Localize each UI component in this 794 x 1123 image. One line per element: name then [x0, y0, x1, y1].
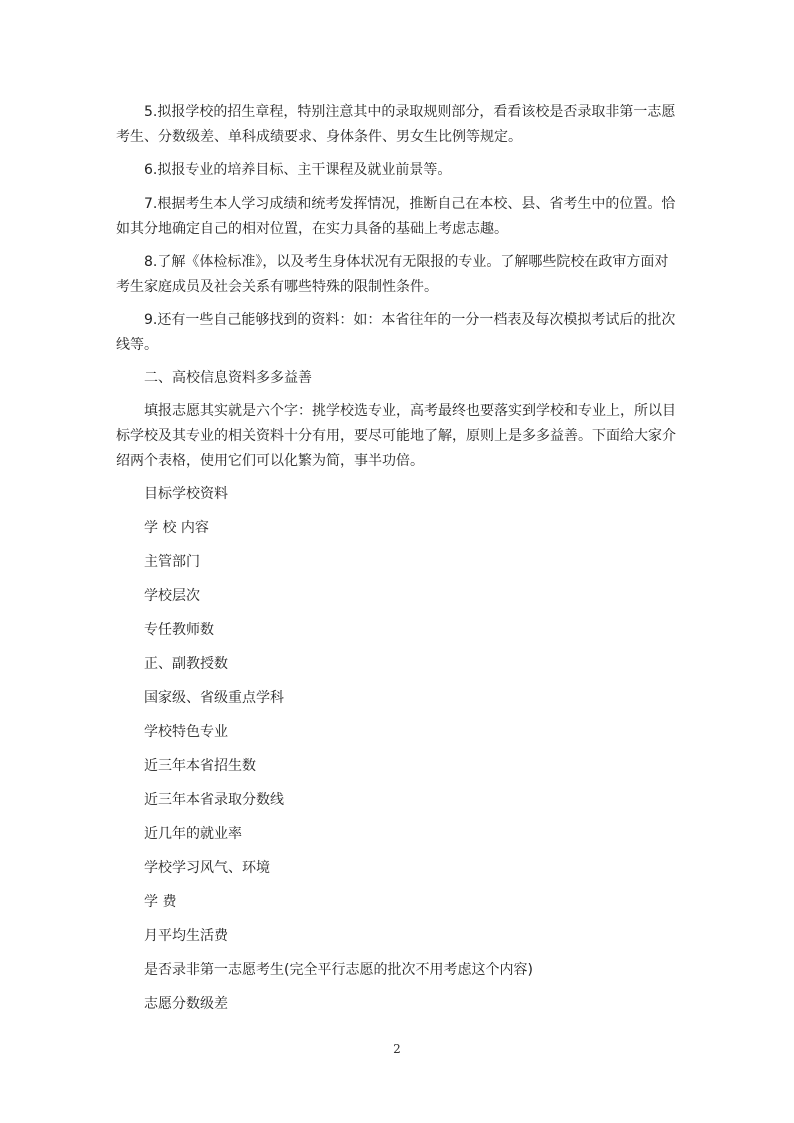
- paragraph-item-6: 6.拟报专业的培养目标、主干课程及就业前景等。: [144, 162, 452, 178]
- list-item: 学校学习风气、环境: [144, 860, 270, 876]
- paragraph-item-8: 8.了解《体检标准》，以及考生身体状况有无限报的专业。了解哪些院校在政审方面对考生家庭成员及社会关系有哪些特殊的限制性条件。: [116, 254, 669, 295]
- list-item: 近三年本省招生数: [144, 758, 256, 774]
- list-item: 是否录非第一志愿考生(完全平行志愿的批次不用考虑这个内容): [144, 962, 533, 978]
- list-item: 学校层次: [144, 588, 200, 604]
- list-item: 国家级、省级重点学科: [144, 690, 284, 706]
- list-item: 主管部门: [144, 554, 200, 570]
- list-item: 月平均生活费: [144, 928, 228, 944]
- list-item: 学 校 内容: [144, 520, 209, 536]
- list-item: 目标学校资料: [144, 486, 228, 502]
- paragraph-intro: 填报志愿其实就是六个字：挑学校选专业，高考最终也要落实到学校和专业上，所以目标学校及其专业的相关资料十分有用，要尽可能地了解，原则上是多多益善。下面给大家介绍两个表格，使用它们可以化繁为简，事半功倍。: [116, 403, 676, 469]
- section-heading: 二、高校信息资料多多益善: [144, 370, 312, 386]
- list-item: 志愿分数级差: [144, 996, 228, 1012]
- paragraph-item-7: 7.根据考生本人学习成绩和统考发挥情况，推断自己在本校、县、省考生中的位置。恰如其分地确定自己的相对位置，在实力具备的基础上考虑志趣。: [116, 196, 676, 237]
- list-item: 学校特色专业: [144, 724, 228, 740]
- paragraph-item-5: 5.拟报学校的招生章程，特别注意其中的录取规则部分，看看该校是否录取非第一志愿考生、分数级差、单科成绩要求、身体条件、男女生比例等规定。: [116, 104, 676, 145]
- list-item: 学 费: [144, 894, 177, 910]
- list-item: 正、副教授数: [144, 656, 228, 672]
- list-item: 近几年的就业率: [144, 826, 242, 842]
- page-number: 2: [393, 1042, 401, 1056]
- list-item: 近三年本省录取分数线: [144, 792, 284, 808]
- paragraph-item-9: 9.还有一些自己能够找到的资料：如：本省往年的一分一档表及每次模拟考试后的批次线等。: [116, 312, 676, 353]
- list-item: 专任教师数: [144, 622, 214, 638]
